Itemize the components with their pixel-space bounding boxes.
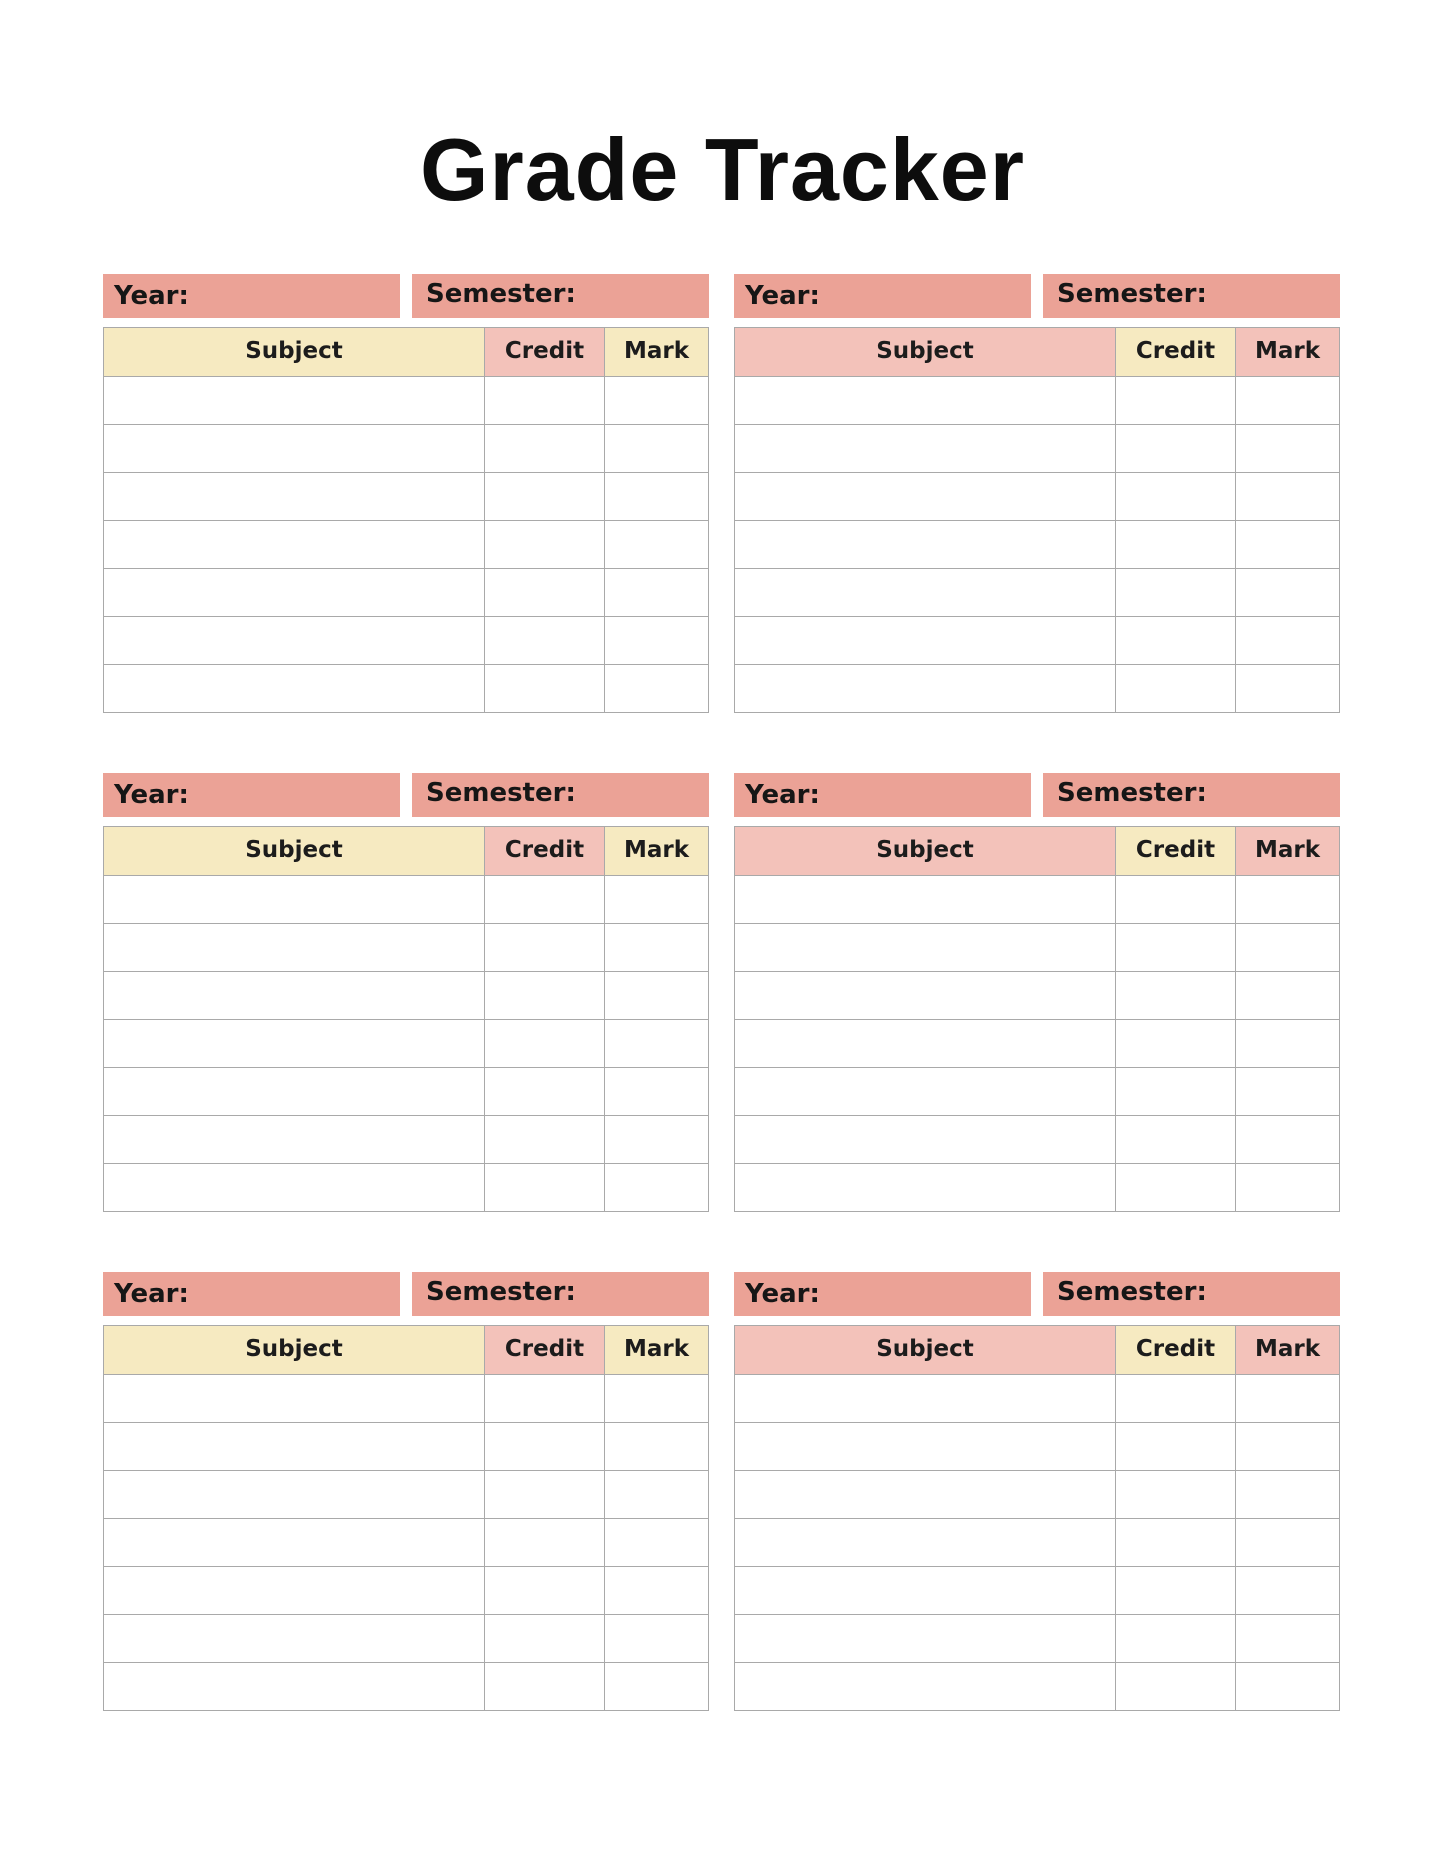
- semester-field[interactable]: Semester:: [1043, 274, 1340, 318]
- table-header: [735, 328, 1339, 376]
- subject-cell[interactable]: [104, 972, 485, 1019]
- grades-table: [734, 1325, 1340, 1711]
- credit-cell[interactable]: [1116, 1423, 1236, 1470]
- table-row: [104, 472, 708, 520]
- subject-cell[interactable]: [104, 1116, 485, 1163]
- mark-cell[interactable]: [605, 1471, 708, 1518]
- subject-cell[interactable]: [104, 1068, 485, 1115]
- credit-cell[interactable]: [485, 924, 605, 971]
- mark-cell[interactable]: [1236, 569, 1339, 616]
- semester-meta-bar: [734, 1272, 1340, 1316]
- mark-cell[interactable]: [1236, 876, 1339, 923]
- subject-cell[interactable]: [735, 377, 1116, 424]
- credit-cell[interactable]: [1116, 665, 1236, 712]
- credit-cell[interactable]: [485, 521, 605, 568]
- subject-cell[interactable]: [735, 569, 1116, 616]
- subject-cell[interactable]: [735, 1423, 1116, 1470]
- table-header: [104, 827, 708, 875]
- subject-column-header: Subject: [735, 328, 1116, 376]
- credit-column-header: Credit: [485, 328, 605, 376]
- table-header: [104, 1326, 708, 1374]
- mark-cell[interactable]: [1236, 1020, 1339, 1067]
- credit-cell[interactable]: [1116, 617, 1236, 664]
- table-row: [104, 971, 708, 1019]
- subject-cell[interactable]: [104, 1375, 485, 1422]
- year-field[interactable]: Year:: [734, 773, 1031, 817]
- mark-cell[interactable]: [1236, 1423, 1339, 1470]
- credit-cell[interactable]: [1116, 1164, 1236, 1211]
- credit-cell[interactable]: [485, 1663, 605, 1710]
- mark-column-header: Mark: [605, 1326, 708, 1374]
- semester-field[interactable]: Semester:: [412, 773, 709, 817]
- credit-cell[interactable]: [1116, 377, 1236, 424]
- mark-column-header: Mark: [1236, 1326, 1339, 1374]
- table-row: [104, 616, 708, 664]
- table-row: [735, 923, 1339, 971]
- table-row: [735, 1470, 1339, 1518]
- semester-field[interactable]: Semester:: [412, 1272, 709, 1316]
- table-row: [735, 1422, 1339, 1470]
- subject-cell[interactable]: [104, 377, 485, 424]
- credit-cell[interactable]: [1116, 876, 1236, 923]
- subject-cell[interactable]: [104, 924, 485, 971]
- table-row: [104, 875, 708, 923]
- semester-block: [103, 1272, 709, 1711]
- semester-meta-bar: [734, 773, 1340, 817]
- credit-cell[interactable]: [485, 665, 605, 712]
- mark-cell[interactable]: [605, 569, 708, 616]
- mark-column-header: Mark: [1236, 827, 1339, 875]
- semester-meta-bar: [103, 773, 709, 817]
- year-field[interactable]: Year:: [103, 274, 400, 318]
- credit-cell[interactable]: [485, 876, 605, 923]
- credit-cell[interactable]: [1116, 1068, 1236, 1115]
- credit-cell[interactable]: [1116, 1663, 1236, 1710]
- subject-cell[interactable]: [104, 1164, 485, 1211]
- table-row: [735, 1614, 1339, 1662]
- mark-cell[interactable]: [605, 521, 708, 568]
- mark-cell[interactable]: [1236, 1615, 1339, 1662]
- subject-cell[interactable]: [735, 665, 1116, 712]
- table-row: [735, 424, 1339, 472]
- mark-cell[interactable]: [1236, 1471, 1339, 1518]
- credit-cell[interactable]: [1116, 1116, 1236, 1163]
- credit-cell[interactable]: [1116, 569, 1236, 616]
- mark-cell[interactable]: [605, 1615, 708, 1662]
- table-row: [104, 1163, 708, 1211]
- table-row: [735, 664, 1339, 712]
- credit-column-header: Credit: [485, 827, 605, 875]
- mark-cell[interactable]: [1236, 1663, 1339, 1710]
- credit-cell[interactable]: [485, 1116, 605, 1163]
- mark-cell[interactable]: [1236, 521, 1339, 568]
- mark-cell[interactable]: [1236, 1519, 1339, 1566]
- table-row: [104, 1115, 708, 1163]
- subject-cell[interactable]: [104, 1519, 485, 1566]
- table-row: [735, 1163, 1339, 1211]
- mark-cell[interactable]: [605, 425, 708, 472]
- mark-cell[interactable]: [1236, 1068, 1339, 1115]
- table-row: [735, 520, 1339, 568]
- subject-cell[interactable]: [735, 473, 1116, 520]
- subject-cell[interactable]: [735, 972, 1116, 1019]
- table-row: [104, 1422, 708, 1470]
- credit-cell[interactable]: [485, 473, 605, 520]
- grades-table: [734, 826, 1340, 1212]
- table-row: [735, 376, 1339, 424]
- mark-cell[interactable]: [605, 617, 708, 664]
- page-title: Grade Tracker: [420, 120, 1025, 219]
- table-row: [735, 1662, 1339, 1710]
- mark-cell[interactable]: [1236, 617, 1339, 664]
- credit-column-header: Credit: [1116, 328, 1236, 376]
- credit-cell[interactable]: [485, 617, 605, 664]
- subject-cell[interactable]: [735, 1375, 1116, 1422]
- subject-column-header: Subject: [104, 1326, 485, 1374]
- mark-cell[interactable]: [605, 1423, 708, 1470]
- semester-field[interactable]: Semester:: [1043, 1272, 1340, 1316]
- table-row: [735, 616, 1339, 664]
- semester-block: [734, 1272, 1340, 1711]
- mark-cell[interactable]: [605, 1375, 708, 1422]
- mark-cell[interactable]: [1236, 665, 1339, 712]
- subject-cell[interactable]: [104, 1423, 485, 1470]
- mark-cell[interactable]: [1236, 972, 1339, 1019]
- year-field[interactable]: Year:: [103, 773, 400, 817]
- credit-cell[interactable]: [1116, 972, 1236, 1019]
- table-row: [735, 1019, 1339, 1067]
- mark-cell[interactable]: [605, 1164, 708, 1211]
- semester-block: [734, 773, 1340, 1212]
- table-row: [104, 1019, 708, 1067]
- mark-cell[interactable]: [605, 665, 708, 712]
- mark-cell[interactable]: [1236, 473, 1339, 520]
- credit-cell[interactable]: [485, 377, 605, 424]
- subject-cell[interactable]: [104, 617, 485, 664]
- credit-cell[interactable]: [485, 972, 605, 1019]
- subject-cell[interactable]: [735, 1519, 1116, 1566]
- subject-cell[interactable]: [104, 569, 485, 616]
- mark-column-header: Mark: [605, 328, 708, 376]
- mark-cell[interactable]: [605, 473, 708, 520]
- credit-cell[interactable]: [485, 1519, 605, 1566]
- credit-cell[interactable]: [1116, 924, 1236, 971]
- subject-column-header: Subject: [104, 827, 485, 875]
- mark-cell[interactable]: [605, 377, 708, 424]
- subject-cell[interactable]: [735, 1068, 1116, 1115]
- table-row: [104, 568, 708, 616]
- credit-cell[interactable]: [485, 569, 605, 616]
- credit-cell[interactable]: [485, 1164, 605, 1211]
- table-row: [735, 971, 1339, 1019]
- year-field[interactable]: Year:: [734, 1272, 1031, 1316]
- subject-cell[interactable]: [735, 1567, 1116, 1614]
- subject-cell[interactable]: [104, 1020, 485, 1067]
- mark-column-header: Mark: [1236, 328, 1339, 376]
- semester-meta-bar: [103, 274, 709, 318]
- mark-cell[interactable]: [605, 1068, 708, 1115]
- table-row: [104, 520, 708, 568]
- subject-column-header: Subject: [104, 328, 485, 376]
- credit-cell[interactable]: [485, 1567, 605, 1614]
- semester-meta-bar: [103, 1272, 709, 1316]
- table-row: [735, 1115, 1339, 1163]
- grades-table: [734, 327, 1340, 713]
- credit-cell[interactable]: [485, 1020, 605, 1067]
- credit-cell[interactable]: [485, 1068, 605, 1115]
- mark-cell[interactable]: [605, 1519, 708, 1566]
- subject-cell[interactable]: [104, 521, 485, 568]
- semester-block: [103, 773, 709, 1212]
- credit-cell[interactable]: [1116, 521, 1236, 568]
- table-row: [104, 1470, 708, 1518]
- table-row: [104, 1067, 708, 1115]
- subject-column-header: Subject: [735, 1326, 1116, 1374]
- table-row: [735, 568, 1339, 616]
- mark-column-header: Mark: [605, 827, 708, 875]
- subject-cell[interactable]: [735, 1020, 1116, 1067]
- subject-cell[interactable]: [735, 1116, 1116, 1163]
- credit-cell[interactable]: [1116, 425, 1236, 472]
- semester-field[interactable]: Semester:: [1043, 773, 1340, 817]
- subject-cell[interactable]: [104, 1615, 485, 1662]
- credit-cell[interactable]: [485, 1615, 605, 1662]
- table-header: [735, 1326, 1339, 1374]
- mark-cell[interactable]: [605, 876, 708, 923]
- subject-cell[interactable]: [735, 1615, 1116, 1662]
- subject-cell[interactable]: [735, 1471, 1116, 1518]
- subject-cell[interactable]: [104, 665, 485, 712]
- table-row: [735, 472, 1339, 520]
- table-row: [735, 1374, 1339, 1422]
- semester-field[interactable]: Semester:: [412, 274, 709, 318]
- table-row: [104, 1614, 708, 1662]
- subject-cell[interactable]: [104, 473, 485, 520]
- mark-cell[interactable]: [605, 924, 708, 971]
- semester-meta-bar: [734, 274, 1340, 318]
- mark-cell[interactable]: [605, 972, 708, 1019]
- year-field[interactable]: Year:: [103, 1272, 400, 1316]
- mark-cell[interactable]: [1236, 377, 1339, 424]
- credit-cell[interactable]: [1116, 473, 1236, 520]
- year-field[interactable]: Year:: [734, 274, 1031, 318]
- table-row: [104, 923, 708, 971]
- subject-cell[interactable]: [104, 876, 485, 923]
- table-header: [104, 328, 708, 376]
- subject-cell[interactable]: [104, 425, 485, 472]
- table-row: [735, 1518, 1339, 1566]
- semester-block: [103, 274, 709, 713]
- credit-cell[interactable]: [485, 1423, 605, 1470]
- credit-cell[interactable]: [1116, 1375, 1236, 1422]
- table-row: [735, 875, 1339, 923]
- subject-cell[interactable]: [735, 521, 1116, 568]
- table-row: [735, 1067, 1339, 1115]
- table-row: [104, 424, 708, 472]
- credit-cell[interactable]: [1116, 1567, 1236, 1614]
- mark-cell[interactable]: [605, 1567, 708, 1614]
- table-row: [104, 1374, 708, 1422]
- credit-cell[interactable]: [1116, 1519, 1236, 1566]
- table-row: [104, 1566, 708, 1614]
- semester-block: [734, 274, 1340, 713]
- table-row: [104, 1662, 708, 1710]
- credit-column-header: Credit: [1116, 827, 1236, 875]
- table-row: [104, 376, 708, 424]
- grades-table: [103, 327, 709, 713]
- table-header: [735, 827, 1339, 875]
- subject-cell[interactable]: [735, 924, 1116, 971]
- subject-cell[interactable]: [104, 1471, 485, 1518]
- mark-cell[interactable]: [605, 1663, 708, 1710]
- subject-cell[interactable]: [735, 617, 1116, 664]
- credit-cell[interactable]: [1116, 1020, 1236, 1067]
- mark-cell[interactable]: [1236, 1567, 1339, 1614]
- subject-cell[interactable]: [735, 1164, 1116, 1211]
- credit-cell[interactable]: [485, 1471, 605, 1518]
- subject-cell[interactable]: [104, 1567, 485, 1614]
- credit-column-header: Credit: [1116, 1326, 1236, 1374]
- mark-cell[interactable]: [1236, 425, 1339, 472]
- subject-cell[interactable]: [735, 425, 1116, 472]
- credit-cell[interactable]: [485, 1375, 605, 1422]
- credit-cell[interactable]: [1116, 1615, 1236, 1662]
- grades-table: [103, 1325, 709, 1711]
- credit-cell[interactable]: [1116, 1471, 1236, 1518]
- subject-cell[interactable]: [735, 876, 1116, 923]
- subject-cell[interactable]: [104, 1663, 485, 1710]
- credit-cell[interactable]: [485, 425, 605, 472]
- mark-cell[interactable]: [1236, 1375, 1339, 1422]
- subject-cell[interactable]: [735, 1663, 1116, 1710]
- table-row: [104, 664, 708, 712]
- credit-column-header: Credit: [485, 1326, 605, 1374]
- grades-table: [103, 826, 709, 1212]
- mark-cell[interactable]: [605, 1020, 708, 1067]
- table-row: [735, 1566, 1339, 1614]
- mark-cell[interactable]: [1236, 924, 1339, 971]
- mark-cell[interactable]: [1236, 1164, 1339, 1211]
- table-row: [104, 1518, 708, 1566]
- subject-column-header: Subject: [735, 827, 1116, 875]
- mark-cell[interactable]: [1236, 1116, 1339, 1163]
- mark-cell[interactable]: [605, 1116, 708, 1163]
